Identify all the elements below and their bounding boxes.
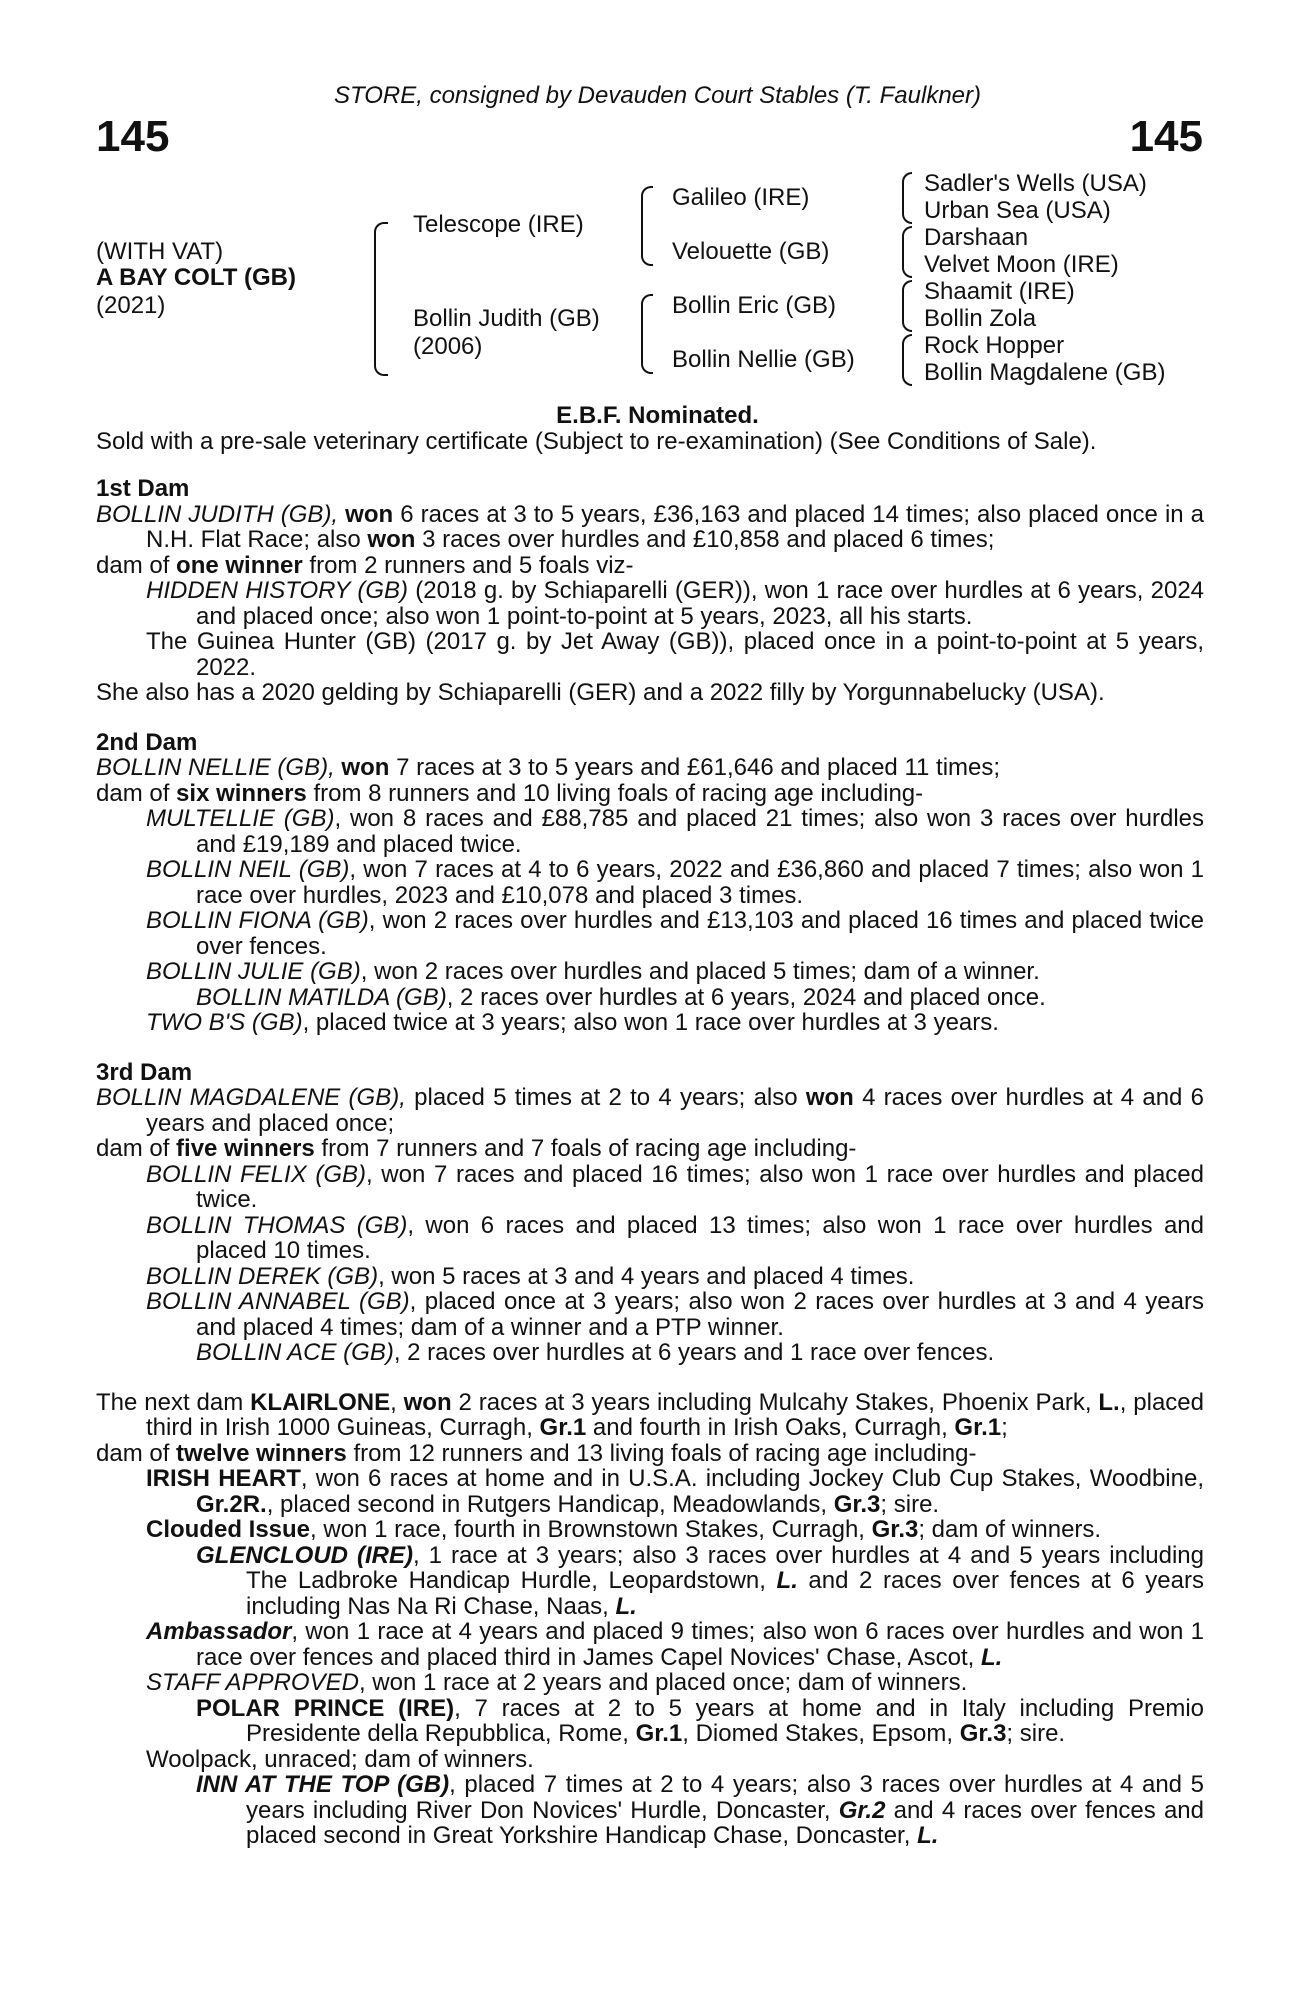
group-mark: Gr.1	[635, 1720, 683, 1747]
first-dam-name: BOLLIN JUDITH (GB),	[96, 500, 339, 528]
gen3-5: Shaamit (IRE)	[924, 278, 1075, 305]
next-dam-foal-1	[96, 1466, 1204, 1517]
foal-name: BOLLIN NEIL (GB)	[146, 856, 350, 883]
record-text: , 1 race at 3 years; also 3 races over hurdles at 4 and 5 years including The Ladbroke Handicap Hurdle, Leopardstown,	[246, 1541, 1204, 1594]
record-text: , placed twice at 3 years; also won 1 race over hurdles at 3 years.	[302, 1009, 999, 1036]
pedigree-bracket-1	[374, 222, 388, 376]
record-text: from 8 runners and 10 living foals of racing age including-	[306, 779, 924, 807]
sire-sire: Galileo (IRE)	[672, 184, 810, 211]
horse-name: A BAY COLT (GB)	[96, 264, 297, 291]
dam-name: Bollin Judith (GB)	[413, 305, 600, 332]
sire-dam: Velouette (GB)	[672, 238, 830, 265]
next-dam-grandfoal-1	[96, 1543, 1204, 1620]
foal-name: BOLLIN THOMAS (GB)	[146, 1211, 408, 1239]
record-text: 6 races at 3 to 5 years, £36,163 and placed 14 times; also placed once in a N.H. Flat Race; also	[146, 500, 1205, 553]
pedigree-bracket-2a	[641, 186, 653, 266]
third-dam-foal-2	[96, 1213, 1204, 1264]
foal-name: GLENCLOUD (IRE)	[196, 1541, 413, 1569]
foal-name: Ambassador	[146, 1618, 292, 1645]
record-text: , won 5 races at 3 and 4 years and placed 4 times.	[378, 1262, 915, 1290]
won-text: won	[345, 500, 394, 528]
listed-mark: L.	[980, 1643, 1003, 1671]
record-text: The next dam	[96, 1388, 251, 1416]
record-text: , won 1 race at 4 years and placed 9 times; also won 6 races over hurdles and won 1 race over fences and placed third in James Capel Novices' Chase, Ascot,	[196, 1618, 1204, 1671]
first-dam-heading: 1st Dam	[96, 475, 190, 502]
third-dam-foal-1	[96, 1162, 1204, 1213]
second-dam-produce	[96, 781, 1204, 807]
second-dam-record	[96, 755, 1204, 781]
third-dam-foal-3	[96, 1264, 1204, 1290]
pedigree-bracket-3b	[902, 226, 912, 278]
foal-name: POLAR PRINCE (IRE)	[196, 1694, 455, 1722]
third-dam-foal-4	[96, 1289, 1204, 1340]
produce-record	[96, 476, 1204, 1849]
record-text: dam of	[96, 1135, 177, 1162]
record-text: , Diomed Stakes, Epsom,	[682, 1720, 960, 1747]
listed-mark: L.	[615, 1592, 637, 1620]
sire-name: Telescope (IRE)	[413, 211, 584, 238]
listed-mark: L.	[776, 1567, 798, 1594]
gen3-1: Sadler's Wells (USA)	[924, 170, 1147, 197]
record-text: , won 7 races at 4 to 6 years, 2022 and £36,860 and placed 7 times; also won 1 race over hurdles, 2023 and £10,078 and placed 3 times.	[196, 856, 1204, 909]
foal-name: HIDDEN HISTORY (GB)	[146, 577, 409, 604]
foal-name: BOLLIN ANNABEL (GB)	[146, 1288, 410, 1315]
first-dam-produce	[96, 553, 1204, 579]
won-text: won	[367, 526, 416, 553]
record-text: from 7 runners and 7 foals of racing age including-	[314, 1135, 857, 1162]
record-text: , 7 races at 2 to 5 years at home and in Italy including Premio Presidente della Repubblica, Rome,	[246, 1694, 1204, 1747]
group-mark: Gr.1	[954, 1414, 1002, 1441]
second-dam-name: BOLLIN NELLIE (GB),	[96, 754, 335, 781]
next-dam-grandfoal-3	[96, 1772, 1204, 1849]
gen3-6: Bollin Zola	[924, 305, 1037, 332]
group-mark: Gr.2	[838, 1796, 886, 1824]
record-text: dam of	[96, 779, 177, 807]
record-text: , won 8 races and £88,785 and placed 21 times; also won 3 races over hurdles and £19,189 and placed twice.	[196, 805, 1204, 858]
second-dam-grandfoal-1	[96, 985, 1204, 1011]
foal-name: BOLLIN JULIE (GB)	[146, 958, 361, 985]
record-text: , won 1 race at 2 years and placed once; dam of winners.	[358, 1669, 968, 1696]
record-text: , won 7 races and placed 16 times; also won 1 race over hurdles and placed twice.	[196, 1160, 1204, 1213]
record-text: and fourth in Irish Oaks, Curragh,	[586, 1414, 955, 1441]
group-mark: Gr.3	[833, 1490, 881, 1518]
next-dam-foal-2	[96, 1517, 1204, 1543]
record-text: ; sire.	[1006, 1720, 1066, 1747]
foal-name: Clouded Issue	[146, 1516, 311, 1543]
vet-certificate-note: Sold with a pre-sale veterinary certificate (Subject to re-examination) (See Conditions of Sale).	[96, 428, 1097, 455]
record-text: , 2 races over hurdles at 6 years, 2024 and placed once.	[446, 983, 1046, 1011]
gen3-8: Bollin Magdalene (GB)	[924, 359, 1166, 386]
second-dam-foal-5	[96, 1010, 1204, 1036]
foal-name: BOLLIN ACE (GB)	[196, 1339, 394, 1366]
record-text: , won 2 races over hurdles and £13,103 and placed 16 times and placed twice over fences.	[196, 907, 1205, 960]
second-dam-foal-2	[96, 857, 1204, 908]
third-dam-grandfoal-1	[96, 1340, 1204, 1366]
second-dam-foal-4	[96, 959, 1204, 985]
consignment-line: STORE, consigned by Devauden Court Stables (T. Faulkner)	[334, 82, 981, 109]
second-dam-heading: 2nd Dam	[96, 728, 198, 756]
winners-count: one winner	[176, 551, 303, 579]
next-dam-record	[96, 1390, 1204, 1441]
group-mark: Gr.3	[959, 1720, 1007, 1747]
gen3-2: Urban Sea (USA)	[924, 197, 1111, 224]
record-text: , placed second in Rutgers Handicap, Meadowlands,	[266, 1490, 834, 1518]
record-text: , placed 7 times at 2 to 4 years; also 3 races over hurdles at 4 and 5 years including River Don Novices' Hurdle, Doncaster,	[246, 1771, 1204, 1824]
record-text: (2018 g. by Schiaparelli (GER)), won 1 race over hurdles at 6 years, 2024 and placed once; also won 1 point-to-point at 5 years, 2023, all his starts.	[196, 577, 1205, 630]
foal-name: TWO B'S (GB)	[146, 1009, 303, 1036]
record-text: and 4 races over fences and placed second in Great Yorkshire Handicap Chase, Doncaster,	[246, 1796, 1204, 1849]
foal-name: BOLLIN MATILDA (GB)	[196, 983, 447, 1011]
next-dam-foal-5: Woolpack, unraced; dam of winners.	[146, 1745, 534, 1773]
record-text: , placed once at 3 years; also won 2 races over hurdles at 3 and 4 years and placed 4 times; dam of a winner and a PTP winner.	[196, 1288, 1204, 1341]
record-text: ; dam of winners.	[918, 1516, 1102, 1543]
record-text: ;	[1001, 1414, 1008, 1441]
foal-name: BOLLIN DEREK (GB)	[146, 1262, 379, 1290]
horse-year: (2021)	[96, 292, 166, 319]
first-dam-foal-2: The Guinea Hunter (GB) (2017 g. by Jet Away (GB)), placed once in a point-to-point at 5 years, 2022.	[146, 628, 1204, 681]
third-dam-name: BOLLIN MAGDALENE (GB),	[96, 1084, 406, 1111]
winners-count: five winners	[176, 1135, 315, 1162]
first-dam-record	[96, 502, 1204, 553]
record-text: 4 races over hurdles at 4 and 6 years and placed once;	[146, 1084, 1204, 1137]
second-dam-foal-3	[96, 908, 1204, 959]
foal-name: STAFF APPROVED	[146, 1669, 359, 1696]
dam-dam: Bollin Nellie (GB)	[672, 346, 855, 373]
group-mark: Gr.3	[871, 1516, 919, 1543]
third-dam-record	[96, 1085, 1204, 1136]
won-text: won	[341, 754, 390, 781]
next-dam-name: KLAIRLONE	[250, 1388, 391, 1416]
foal-name: MULTELLIE (GB)	[146, 805, 335, 832]
second-dam-foal-1	[96, 806, 1204, 857]
foal-name: IRISH HEART	[146, 1465, 301, 1492]
pedigree-bracket-3a	[902, 172, 912, 224]
record-text: , won 1 race, fourth in Brownstown Stakes, Curragh,	[310, 1516, 872, 1543]
third-dam-produce	[96, 1136, 1204, 1162]
record-text: , placed third in Irish 1000 Guineas, Curragh,	[146, 1388, 1204, 1441]
winners-count: twelve winners	[176, 1439, 347, 1467]
next-dam-foal-4	[96, 1670, 1204, 1696]
gen3-4: Velvet Moon (IRE)	[924, 251, 1119, 278]
gen3-7: Rock Hopper	[924, 332, 1065, 359]
lot-number-left: 145	[96, 112, 170, 161]
record-text: , 2 races over hurdles at 6 years and 1 race over fences.	[393, 1339, 995, 1366]
pedigree-bracket-3d	[902, 334, 912, 386]
lot-number-right: 145	[1129, 112, 1203, 161]
listed-mark: L.	[917, 1822, 939, 1849]
record-text: , won 6 races and placed 13 times; also won 1 race over hurdles and placed 10 times.	[196, 1211, 1204, 1264]
record-text: ,	[390, 1388, 404, 1416]
winners-count: six winners	[176, 779, 307, 807]
foal-name: BOLLIN FELIX (GB)	[146, 1160, 366, 1188]
record-text: from 2 runners and 5 foals viz-	[302, 551, 634, 579]
record-text: ; sire.	[880, 1490, 940, 1518]
vat-label: (WITH VAT)	[96, 238, 224, 265]
third-dam-heading: 3rd Dam	[96, 1058, 193, 1086]
next-dam-foal-3	[96, 1619, 1204, 1670]
dam-sire: Bollin Eric (GB)	[672, 292, 837, 319]
won-text: won	[403, 1388, 452, 1416]
record-text: from 12 runners and 13 living foals of racing age including-	[346, 1439, 977, 1467]
group-mark: Gr.1	[539, 1414, 587, 1441]
record-text: 2 races at 3 years including Mulcahy Stakes, Phoenix Park,	[451, 1388, 1099, 1416]
record-text: and 2 races over fences at 6 years including Nas Na Ri Chase, Naas,	[246, 1567, 1204, 1620]
listed-mark: L.	[1098, 1388, 1120, 1416]
won-text: won	[805, 1084, 854, 1111]
record-text: placed 5 times at 2 to 4 years; also	[405, 1084, 806, 1111]
ebf-nominated: E.B.F. Nominated.	[556, 402, 759, 429]
first-dam-foal-1	[96, 578, 1204, 629]
record-text: , won 2 races over hurdles and placed 5 times; dam of a winner.	[360, 958, 1040, 985]
gen3-3: Darshaan	[924, 224, 1029, 251]
next-dam-grandfoal-2	[96, 1696, 1204, 1747]
pedigree-bracket-2b	[641, 294, 653, 374]
foal-name: INN AT THE TOP (GB)	[196, 1771, 450, 1798]
first-dam-note: She also has a 2020 gelding by Schiaparelli (GER) and a 2022 filly by Yorgunnabelucky (USA).	[96, 679, 1105, 706]
record-text: 7 races at 3 to 5 years and £61,646 and placed 11 times;	[389, 754, 1001, 781]
group-mark: Gr.2R.	[196, 1490, 267, 1518]
next-dam-produce	[96, 1441, 1204, 1467]
record-text: , won 6 races at home and in U.S.A. including Jockey Club Cup Stakes, Woodbine,	[300, 1465, 1205, 1492]
pedigree-bracket-3c	[902, 280, 912, 332]
record-text: dam of	[96, 551, 177, 579]
foal-name: BOLLIN FIONA (GB)	[146, 907, 369, 934]
dam-year: (2006)	[413, 333, 483, 360]
record-text: dam of	[96, 1439, 177, 1467]
record-text: 3 races over hurdles and £10,858 and placed 6 times;	[415, 526, 995, 553]
